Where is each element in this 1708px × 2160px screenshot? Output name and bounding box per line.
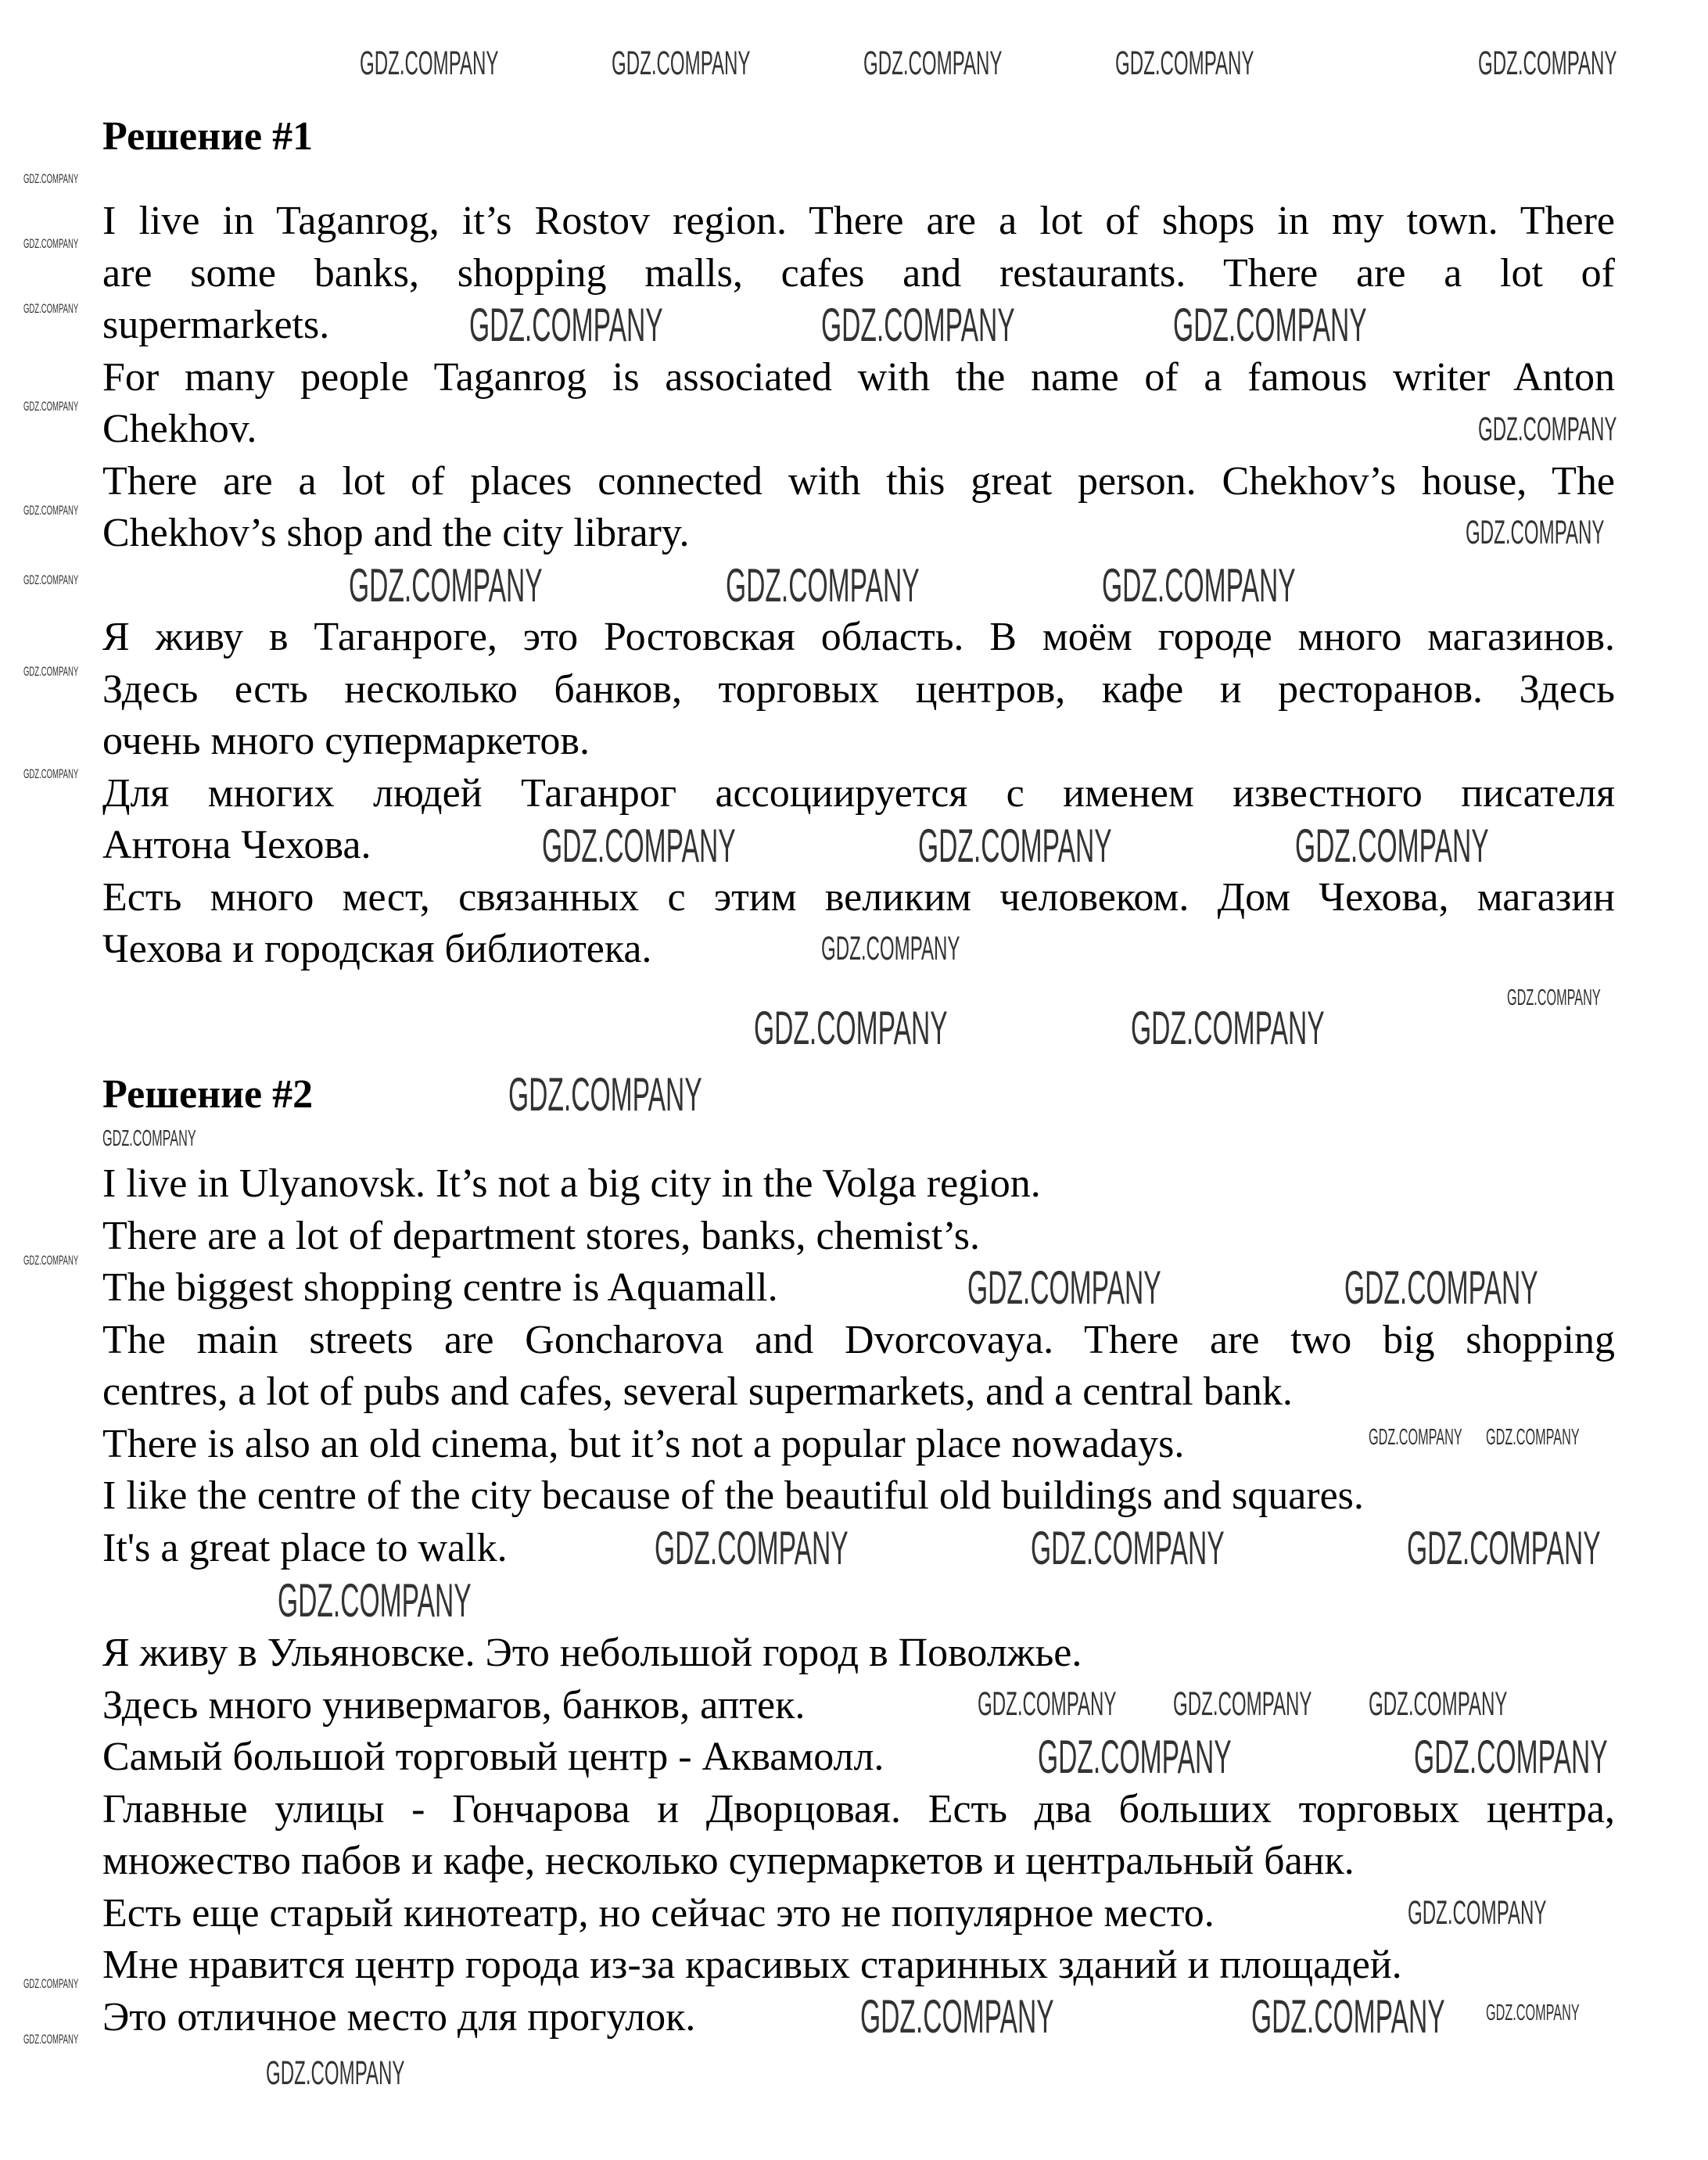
watermark: GDZ.COMPANY	[860, 1990, 1054, 2043]
text-line: Самый большой торговый центр - Аквамолл.	[102, 1735, 884, 1779]
text-line: Здесь есть несколько банков, торговых центров, кафе и ресторанов. Здесь	[102, 666, 1615, 712]
text-line: Есть еще старый кинотеатр, но сейчас это не популярное место.	[102, 1890, 1215, 1936]
solution-1-english-text	[102, 196, 1615, 560]
text-line: For many people Taganrog is associated with the name of a famous writer Anton	[102, 354, 1615, 400]
text-line: Я живу в Таганроге, это Ростовская область. В моём городе много магазинов.	[102, 615, 1615, 659]
watermark: GDZ.COMPANY	[1173, 299, 1367, 351]
watermark: GDZ.COMPANY	[23, 766, 79, 781]
watermark: GDZ.COMPANY	[1173, 1685, 1312, 1723]
text-line: I live in Ulyanovsk. It’s not a big city in the Volga region.	[102, 1161, 1041, 1206]
watermark: GDZ.COMPANY	[278, 1574, 472, 1627]
text-line: Есть много мест, связанных с этим великим человеком. Дом Чехова, магазин	[102, 874, 1615, 920]
watermark: GDZ.COMPANY	[1031, 1522, 1225, 1574]
watermark: GDZ.COMPANY	[1408, 1894, 1547, 1932]
text-line: Для многих людей Таганрог ассоциируется с именем известного писателя	[102, 770, 1615, 816]
watermark: GDZ.COMPANY	[542, 820, 736, 872]
watermark: GDZ.COMPANY	[23, 1253, 79, 1268]
watermark: GDZ.COMPANY	[1251, 1990, 1445, 2043]
watermark: GDZ.COMPANY	[1102, 559, 1296, 612]
watermark: GDZ.COMPANY	[360, 45, 499, 82]
text-line: I live in Taganrog, it’s Rostov region. There are a lot of shops in my town. There	[102, 199, 1615, 243]
text-line: The main streets are Goncharova and Dvorcovaya. There are two big shopping	[102, 1317, 1615, 1362]
watermark: GDZ.COMPANY	[23, 503, 79, 518]
text-line: Антона Чехова.	[102, 823, 371, 867]
watermark: GDZ.COMPANY	[23, 236, 79, 251]
text-line: Я живу в Ульяновске. Это небольшой город в Поволжье.	[102, 1631, 1082, 1675]
watermark: GDZ.COMPANY	[23, 2032, 79, 2047]
watermark: GDZ.COMPANY	[726, 559, 920, 612]
text-line: Здесь много универмагов, банков, аптек.	[102, 1682, 806, 1728]
watermark: GDZ.COMPANY	[23, 1976, 79, 1991]
watermark: GDZ.COMPANY	[1486, 2000, 1580, 2025]
watermark: GDZ.COMPANY	[266, 2054, 405, 2092]
watermark: GDZ.COMPANY	[1369, 1425, 1462, 1450]
text-line: I like the centre of the city because of the beautiful old buildings and squares.	[102, 1473, 1364, 1518]
text-line: supermarkets.	[102, 303, 330, 347]
watermark: GDZ.COMPANY	[1115, 45, 1254, 82]
watermark: GDZ.COMPANY	[655, 1522, 849, 1574]
watermark: GDZ.COMPANY	[469, 299, 663, 351]
text-line: Chekhov.	[102, 407, 257, 451]
text-line: There are a lot of places connected with this great person. Chekhov’s house, The	[102, 458, 1615, 504]
text-line: are some banks, shopping malls, cafes and restaurants. There are a lot of	[102, 250, 1615, 296]
solution-2-title: Решение #2	[102, 1072, 314, 1117]
watermark: GDZ.COMPANY	[1295, 820, 1489, 872]
watermark: GDZ.COMPANY	[1486, 1425, 1580, 1450]
watermark: GDZ.COMPANY	[23, 664, 79, 679]
watermark: GDZ.COMPANY	[1407, 1522, 1601, 1574]
watermark: GDZ.COMPANY	[1414, 1731, 1608, 1783]
text-line: It's a great place to walk.	[102, 1525, 508, 1570]
watermark: GDZ.COMPANY	[863, 45, 1003, 82]
text-line: There are a lot of department stores, banks, chemist’s.	[102, 1213, 980, 1258]
watermark: GDZ.COMPANY	[967, 1261, 1161, 1314]
watermark: GDZ.COMPANY	[821, 299, 1015, 351]
watermark: GDZ.COMPANY	[918, 820, 1112, 872]
watermark: GDZ.COMPANY	[1507, 985, 1601, 1010]
watermark: GDZ.COMPANY	[1466, 514, 1605, 551]
watermark: GDZ.COMPANY	[754, 1002, 948, 1054]
watermark: GDZ.COMPANY	[1344, 1261, 1538, 1314]
watermark: GDZ.COMPANY	[612, 45, 751, 82]
watermark: GDZ.COMPANY	[23, 301, 79, 316]
text-line: Главные улицы - Гончарова и Дворцовая. Есть два больших торговых центра,	[102, 1786, 1615, 1832]
watermark: GDZ.COMPANY	[1131, 1002, 1325, 1054]
watermark: GDZ.COMPANY	[349, 559, 543, 612]
watermark: GDZ.COMPANY	[508, 1068, 702, 1121]
text-line: Чехова и городская библиотека.	[102, 927, 652, 971]
text-line: centres, a lot of pubs and cafes, several supermarkets, and a central bank.	[102, 1369, 1293, 1414]
text-line: множество пабов и кафе, несколько супермаркетов и центральный банк.	[102, 1839, 1355, 1883]
solution-2-english-text	[102, 1158, 1615, 1574]
watermark: GDZ.COMPANY	[102, 1126, 196, 1151]
watermark: GDZ.COMPANY	[1369, 1685, 1508, 1723]
watermark: GDZ.COMPANY	[1478, 45, 1617, 82]
text-line: There is also an old cinema, but it’s not a popular place nowadays.	[102, 1421, 1185, 1466]
solution-1-russian-text	[102, 612, 1615, 976]
watermark: GDZ.COMPANY	[821, 930, 960, 967]
watermark: GDZ.COMPANY	[23, 171, 79, 186]
text-line: The biggest shopping centre is Aquamall.	[102, 1265, 778, 1310]
watermark: GDZ.COMPANY	[978, 1685, 1117, 1723]
text-line: очень много супермаркетов.	[102, 719, 590, 763]
watermark: GDZ.COMPANY	[23, 399, 79, 414]
watermark: GDZ.COMPANY	[1478, 411, 1617, 448]
text-line: Chekhov’s shop and the city library.	[102, 511, 690, 555]
watermark: GDZ.COMPANY	[23, 572, 79, 587]
watermark: GDZ.COMPANY	[1038, 1731, 1232, 1783]
solution-1-title: Решение #1	[102, 114, 314, 159]
text-line: Мне нравится центр города из-за красивых старинных зданий и площадей.	[102, 1943, 1402, 1987]
text-line: Это отличное место для прогулок.	[102, 1994, 696, 2040]
